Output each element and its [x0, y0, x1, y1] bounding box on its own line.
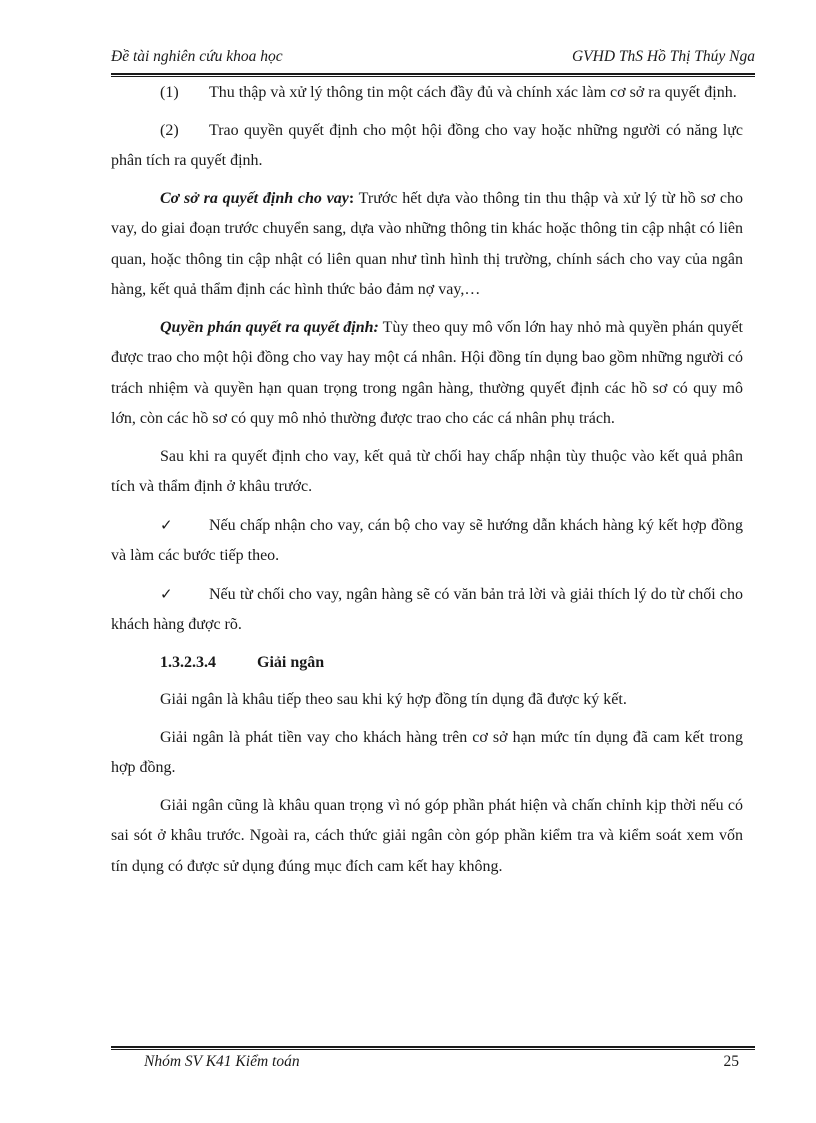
check-item-1	[111, 510, 743, 572]
paragraph-gn3: Giải ngân cũng là khâu quan trọng vì nó góp phần phát hiện và chấn chỉnh kịp thời nếu có sai sót ở khâu trước. Ngoài ra, cách thức giải ngân còn góp phần kiểm tra và kiểm soát xem vốn tín dụng có được sử dụng đúng mục đích cam kết hay không.	[111, 796, 743, 875]
term-colon: :	[348, 189, 355, 207]
section-number: 1.3.2.3.4	[160, 653, 216, 671]
numbered-item-2	[111, 116, 743, 177]
section-heading	[111, 648, 743, 679]
header-rule	[111, 73, 755, 75]
footer-rule-thin	[111, 1049, 755, 1050]
item-number: (1)	[160, 84, 179, 101]
page-number: 25	[723, 1053, 739, 1070]
check-icon: ✓	[160, 584, 173, 603]
paragraph-text: Trước hết dựa vào thông tin thu thập và xử lý từ hồ sơ cho vay, do giai đoạn trước chuyển sang, dựa vào những thông tin khác hoặc thông tin cập nhật có liên quan, hoặc thông tin cập nhật có liên quan như tình hình thị trường, chính sách cho vay của ngân hàng, kết quả thẩm định các hình thức bảo đảm nợ vay,…	[111, 189, 744, 298]
footer-rule	[111, 1046, 755, 1048]
check-item-2	[111, 579, 743, 641]
paragraph-gn1: Giải ngân là khâu tiếp theo sau khi ký hợp đồng tín dụng đã được ký kết.	[160, 691, 627, 708]
footer-group: Nhóm SV K41 Kiểm toán	[144, 1053, 300, 1070]
page-header	[111, 48, 755, 72]
check-text: Nếu chấp nhận cho vay, cán bộ cho vay sẽ hướng dẫn khách hàng ký kết hợp đồng và làm các bước tiếp theo.	[111, 516, 743, 564]
term-label: Quyền phán quyết ra quyết định:	[160, 318, 379, 336]
paragraph-text: Tùy theo quy mô vốn lớn hay nhỏ mà quyền phán quyết được trao cho một hội đồng cho vay hay một cá nhân. Hội đồng tín dụng bao gồm những người có trách nhiệm và quyền hạn quan trọng trong ngân hàng, thường quyết định các hồ sơ có quy mô lớn, còn các hồ sơ có quy mô nhỏ thường được trao cho các cá nhân phụ trách.	[111, 318, 743, 427]
page-body	[111, 78, 743, 889]
item-number: (2)	[160, 121, 179, 139]
paragraph-co-so	[111, 184, 743, 306]
numbered-item-1	[111, 78, 743, 109]
header-title: Đề tài nghiên cứu khoa học	[111, 48, 283, 65]
term-label: Cơ sở ra quyết định cho vay	[160, 189, 349, 207]
item-text: Thu thập và xử lý thông tin một cách đầy đủ và chính xác làm cơ sở ra quyết định.	[209, 84, 737, 101]
page-footer	[111, 1053, 739, 1075]
header-rule-thin	[111, 76, 755, 77]
paragraph-quyen	[111, 313, 743, 435]
paragraph-gn2: Giải ngân là phát tiền vay cho khách hàng trên cơ sở hạn mức tín dụng đã cam kết trong hợp đồng.	[111, 728, 743, 776]
paragraph-sau: Sau khi ra quyết định cho vay, kết quả từ chối hay chấp nhận tùy thuộc vào kết quả phân tích và thẩm định ở khâu trước.	[111, 447, 743, 495]
check-text: Nếu từ chối cho vay, ngân hàng sẽ có văn bản trả lời và giải thích lý do từ chối cho khách hàng được rõ.	[111, 585, 743, 633]
header-advisor: GVHD ThS Hồ Thị Thúy Nga	[571, 48, 755, 65]
item-text: Trao quyền quyết định cho một hội đồng cho vay hoặc những người có năng lực phân tích ra quyết định.	[111, 121, 743, 169]
check-icon: ✓	[160, 515, 173, 534]
section-title: Giải ngân	[257, 653, 325, 671]
